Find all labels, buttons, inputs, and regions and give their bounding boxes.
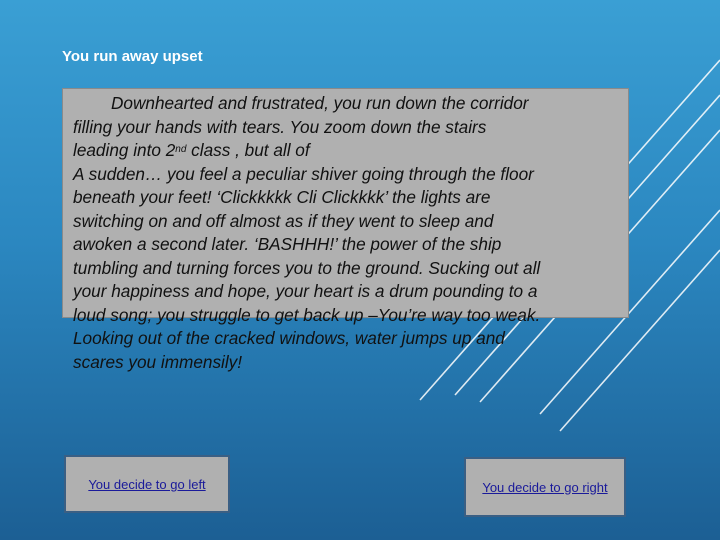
slide-title: You run away upset [62, 48, 203, 65]
story-line: scares you immensily! [73, 351, 243, 372]
story-line: your happiness and hope, your heart is a drum pounding to a [73, 281, 538, 301]
story-line: tumbling and turning forces you to the ground. Sucking out all [73, 257, 541, 278]
go-right-link[interactable]: You decide to go right [482, 479, 608, 495]
go-left-choice-box[interactable] [64, 455, 230, 513]
story-line: filling your hands with tears. You zoom down the stairs [73, 116, 487, 137]
go-right-choice-box[interactable] [464, 457, 626, 517]
story-line: leading into 2 [73, 140, 176, 160]
story-line: Downhearted and frustrated, you run down the corridor [111, 93, 529, 113]
story-paragraph [73, 92, 633, 374]
story-line: switching on and off almost as if they went to sleep and [73, 210, 494, 231]
ordinal-suffix: nd [175, 144, 187, 155]
story-line: awoken a second later. ‘BASHHH!’ the power of the ship [73, 234, 502, 254]
story-line: Looking out of the cracked windows, water jumps up and [73, 328, 505, 348]
story-line: beneath your feet! ‘Clickkkkk Cli Clickkkk’ the lights are [73, 187, 491, 207]
story-line: A sudden… you feel a peculiar shiver going through the floor [73, 163, 534, 184]
go-left-link[interactable]: You decide to go left [88, 476, 206, 492]
story-line: loud song; you struggle to get back up –You’re way too weak. [73, 304, 541, 325]
story-line: class , but all of [186, 140, 310, 160]
